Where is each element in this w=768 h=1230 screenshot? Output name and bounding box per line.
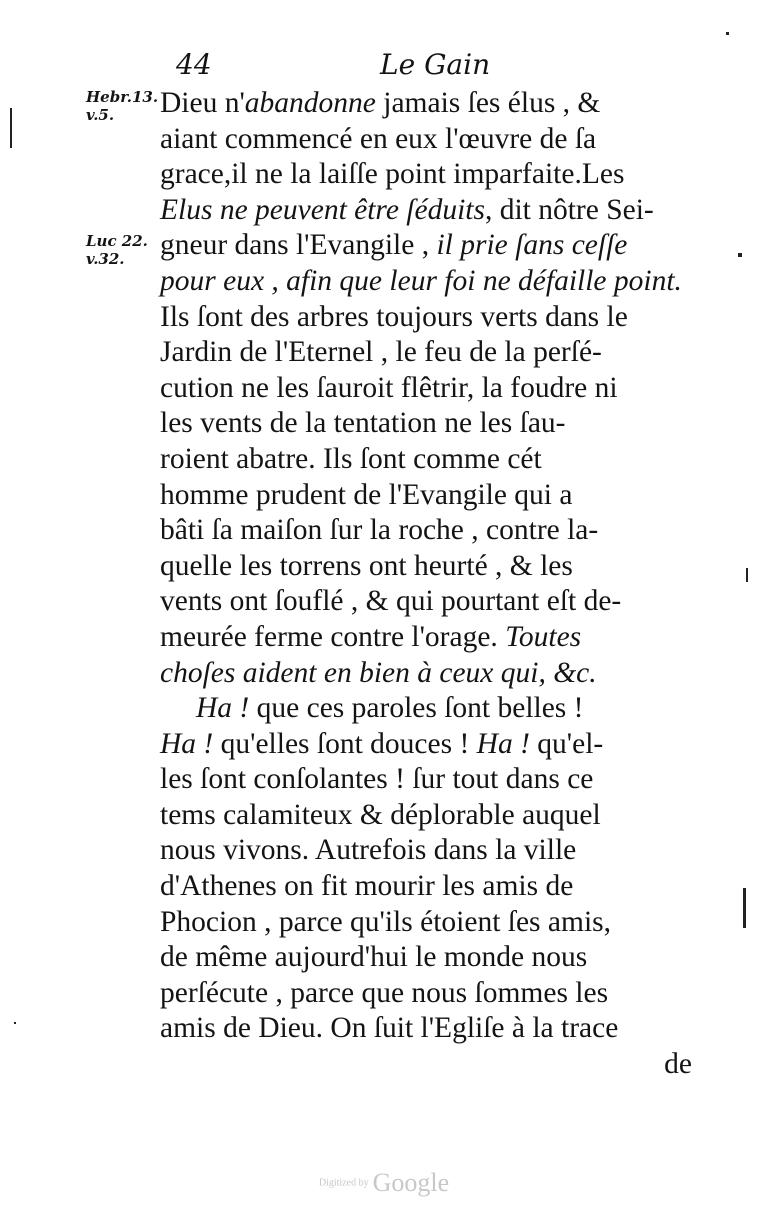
text-line bbox=[160, 300, 700, 336]
italic-segment: choſes aident en bien à ceux qui, &c. bbox=[160, 656, 597, 689]
text-segment: grace,il ne la laiſſe point imparfaite.Les bbox=[160, 158, 625, 191]
text-line bbox=[160, 869, 700, 905]
text-segment: qu'elles ſont douces ! bbox=[213, 727, 477, 760]
text-segment: gneur dans l'Evangile , bbox=[160, 229, 437, 262]
text-segment: de même aujourd'hui le monde nous bbox=[160, 941, 588, 974]
text-line bbox=[160, 1011, 700, 1047]
italic-segment: pour eux , afin que leur foi ne défaille point. bbox=[160, 264, 682, 297]
scan-mark bbox=[726, 32, 729, 35]
text-segment: meurée ferme contre l'orage. bbox=[160, 620, 506, 653]
text-line bbox=[160, 762, 700, 798]
text-line bbox=[160, 976, 700, 1012]
text-segment: Jardin de l'Eternel , le feu de la perſé- bbox=[160, 336, 602, 369]
text-segment: de bbox=[664, 1048, 692, 1081]
text-line bbox=[160, 798, 700, 834]
text-line bbox=[160, 940, 700, 976]
text-line bbox=[160, 513, 700, 549]
text-segment: amis de Dieu. On ſuit l'Egliſe à la trace bbox=[160, 1012, 619, 1045]
page-header bbox=[0, 48, 768, 88]
italic-segment: il prie ſans ceſſe bbox=[436, 229, 628, 262]
text-segment: tems calamiteux & déplorable auquel bbox=[160, 798, 601, 831]
text-segment: les ſont conſolantes ! ſur tout dans ce bbox=[160, 763, 594, 796]
page-number: 44 bbox=[176, 48, 212, 81]
text-line bbox=[160, 228, 700, 264]
text-line bbox=[160, 122, 700, 158]
scan-mark bbox=[14, 1022, 16, 1024]
scan-mark bbox=[743, 888, 746, 928]
text-segment: cution ne les ſauroit flêtrir, la foudre ni bbox=[160, 371, 618, 404]
scan-mark bbox=[738, 253, 742, 257]
text-line bbox=[160, 371, 700, 407]
running-head: Le Gain bbox=[380, 48, 491, 81]
text-segment: perſécute , parce que nous ſommes les bbox=[160, 976, 609, 1009]
italic-segment: Elus ne peuvent être ſéduits bbox=[160, 193, 485, 226]
text-segment: Dieu n' bbox=[160, 87, 245, 119]
body-text bbox=[160, 86, 700, 1083]
text-segment: qu'el- bbox=[529, 727, 604, 760]
scan-mark bbox=[10, 108, 12, 148]
text-line bbox=[160, 86, 700, 122]
text-line bbox=[160, 656, 700, 692]
italic-segment: Toutes bbox=[505, 620, 582, 653]
margin-note-hebrews: Hebr.13. v.5. bbox=[86, 88, 159, 124]
italic-segment: Ha ! bbox=[476, 727, 530, 760]
text-line bbox=[160, 193, 700, 229]
text-line bbox=[160, 691, 700, 727]
text-segment: les vents de la tentation ne les ſau- bbox=[160, 407, 566, 440]
scan-mark bbox=[746, 568, 748, 582]
text-segment: quelle les torrens ont heurté , & les bbox=[160, 549, 573, 582]
text-line bbox=[160, 335, 700, 371]
text-segment: Phocion , parce qu'ils étoient ſes amis, bbox=[160, 905, 611, 938]
text-line bbox=[160, 905, 700, 941]
digitized-label: Digitized by bbox=[318, 1177, 369, 1189]
text-line bbox=[160, 620, 700, 656]
text-line bbox=[160, 584, 700, 620]
italic-segment: Ha ! bbox=[160, 727, 214, 760]
google-logo: Google bbox=[372, 1168, 450, 1197]
text-segment: homme prudent de l'Evangile qui a bbox=[160, 478, 573, 511]
text-segment: Ils ſont des arbres toujours verts dans le bbox=[160, 300, 628, 333]
text-segment: aiant commencé en eux l'œuvre de ſa bbox=[160, 122, 597, 155]
italic-segment: Ha ! bbox=[196, 692, 250, 725]
text-segment: jamais ſes élus , & bbox=[375, 87, 601, 119]
text-line bbox=[160, 833, 700, 869]
text-line bbox=[160, 1047, 700, 1083]
text-segment: bâti ſa maiſon ſur la roche , contre la- bbox=[160, 514, 599, 547]
text-line bbox=[160, 406, 700, 442]
text-segment: que ces paroles ſont belles ! bbox=[249, 692, 584, 725]
text-segment: roient abatre. Ils ſont comme cét bbox=[160, 442, 542, 475]
text-segment: nous vivons. Autrefois dans la ville bbox=[160, 834, 577, 867]
digitized-watermark bbox=[0, 1168, 768, 1198]
text-segment: d'Athenes on fit mourir les amis de bbox=[160, 870, 574, 903]
text-line bbox=[160, 549, 700, 585]
margin-note-luke: Luc 22. v.32. bbox=[86, 232, 148, 268]
text-segment: , dit nôtre Sei- bbox=[484, 193, 654, 226]
text-line bbox=[160, 727, 700, 763]
text-line bbox=[160, 478, 700, 514]
text-line bbox=[160, 157, 700, 193]
italic-segment: abandonne bbox=[244, 87, 376, 119]
text-segment: vents ont ſouflé , & qui pourtant eſt de- bbox=[160, 585, 622, 618]
text-line bbox=[160, 442, 700, 478]
text-line bbox=[160, 264, 700, 300]
